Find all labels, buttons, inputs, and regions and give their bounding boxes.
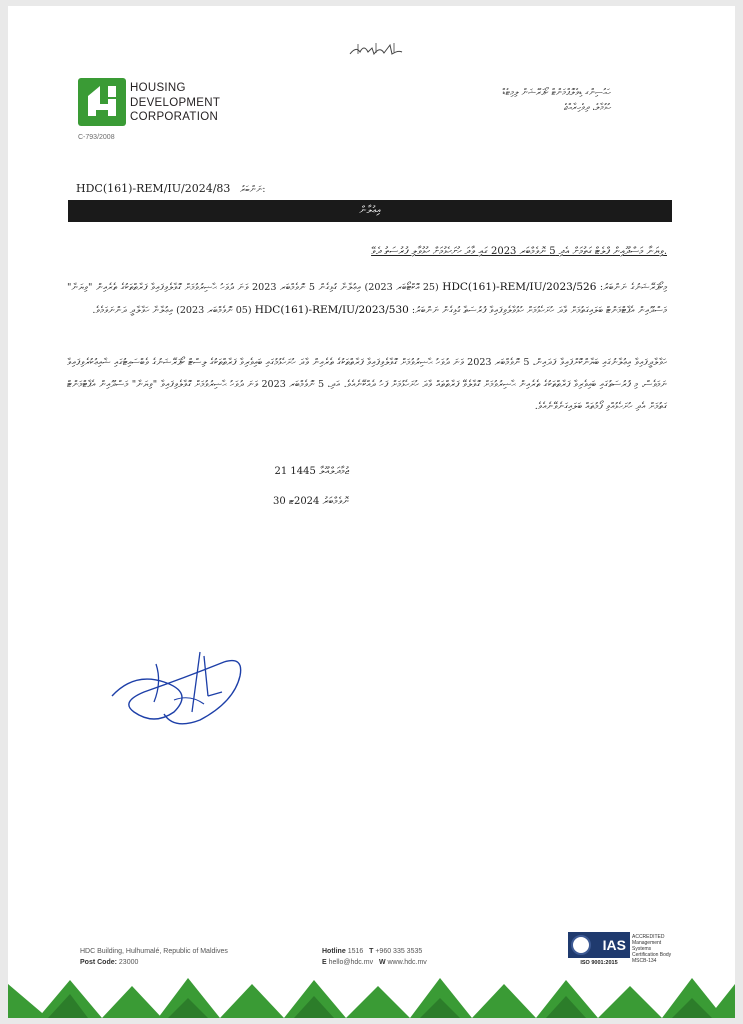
date-gregorian: 30 ނޮވެމްބަރު 2024ޓ	[272, 496, 349, 507]
logo-wordmark	[130, 81, 220, 125]
ias-accreditation-badge	[568, 932, 678, 968]
footer-phones	[322, 946, 427, 957]
footer-postcode	[80, 957, 228, 968]
letter-page	[8, 6, 735, 1018]
ias-text: IAS	[602, 937, 626, 953]
ias-acc-line-1: ACCREDITED	[632, 934, 665, 940]
footer-address-line: HDC Building, Hulhumalé, Republic of Maldives	[80, 948, 228, 955]
para1-mid: (25 އޮކްޓޯބަރ 2023) އިޢުލާނާ ގުޅިގެން 5 ނޮވެމްބަރ 2023 ވަނަ ދުވަހު ޙާޟިރުވުމަށް ގޮވާލެވިފައިވާ ފަރާތްތަކުގެ ތެރެއިން "ވިޔަނާ" މަސްދޫއިން އެޕާޓްމަންޓް ބަލައިގަތުމަށް ވާދަ ހުށަހެޅުމަށް ހުޅުވާލެވިފައިވާ ފުރުސަތާ ގުޅިގެން ނަންބަރު:	[67, 282, 667, 316]
organization-name-dhivehi	[451, 86, 611, 116]
ias-acc-line-4: MSCB-134	[632, 958, 657, 964]
ias-acc-line-3: Certification Body	[632, 952, 672, 958]
footer-decorative-band	[8, 974, 735, 1018]
reference-number: HDC(161)-REM/IU/2024/83	[76, 182, 231, 195]
postcode-label: Post Code:	[80, 959, 117, 966]
web-value[interactable]: www.hdc.mv	[387, 959, 427, 966]
ias-acc-line-2: Management Systems	[632, 940, 662, 952]
notice-title: އިޢުލާން	[359, 205, 381, 216]
logo-line-development: DEVELOPMENT	[130, 96, 221, 109]
hdc-logo	[78, 78, 258, 138]
logo-line-corporation: CORPORATION	[130, 111, 219, 123]
bismillah-calligraphy	[346, 40, 406, 60]
body-paragraph-1	[67, 276, 667, 322]
para1-prefix: މިކޯޕަރޭޝަނުގެ ނަންބަރު:	[599, 282, 667, 293]
ias-accredited-text	[632, 934, 678, 964]
para1-ref-1: HDC(161)-REM/IU/2023/526	[442, 281, 597, 293]
registration-number: C-793/2008	[78, 134, 115, 141]
email-label: E	[322, 959, 327, 966]
ias-logo	[568, 932, 630, 958]
footer-online	[322, 957, 427, 968]
para1-suffix: (05 ނޮވެމްބަރ 2023) އިޢުލާނާ ހަވާލާދީ ދަންނަވަމެވެ.	[92, 305, 252, 316]
body-paragraph-2: ހަވާލާދީފައިވާ އިޢުލާނުގައި ބަޔާންކޮށްފައިވާ ފަދައިން، 5 ނޮވެމްބަރ 2023 ވަނަ ދުވަހު ޙާޟިރުވުމަށް ގޮވާލެވިފައިވާ ފަރާތްތަކުގެ ތެރެއިން ވާދަ ހުށަހެޅުމުގައި ބައިވެރިވާ ފަރާތްތަކުގެ ލިސްޓް ކޯޕަރޭޝަނުގެ ވެބްސައިޓުގައި ޝާއިޢުކުރެވިފައިވާ ނަމަވެސް، މި ފުރުސަތުގައި ބައިވެރިވާ ފަރާތްތަކުގެ ތެރެއިން ޙާޟިރުވުމަށް ގޮވާލެވޭ ފަރާތްތައް ވާދަ ހުށަހެޅުމަށް ފަހު ދެއްކޭނެއެވެ. އަދި، 5 ނޮވެމްބަރ 2023 ވަނަ ދުވަހު ޙާޟިރުވުމަށް ގޮވާލެވިފައިވާ "ވިޔަނާ" މަސްދޫއިން އެޕާޓްމަންޓް ގަތުމަށް އެދި ހުށަހެޅުއްވި ފޯމުތައް ބަލައިގަނެވޭނެއެވެ.	[67, 357, 668, 412]
signature	[104, 642, 254, 732]
date-hijri: 21 ޖުމާދަލްއޫލާ 1445	[274, 466, 349, 477]
hotline-value: 1516	[347, 948, 364, 955]
footer-contact	[322, 946, 427, 968]
telephone-value: +960 335 3535	[375, 948, 423, 955]
email-value[interactable]: hello@hdc.mv	[328, 959, 374, 966]
hdc-logo-icon	[78, 78, 126, 126]
notice-title-bar	[68, 200, 672, 222]
para1-ref-2: HDC(161)-REM/IU/2023/530	[254, 304, 409, 316]
hotline-label: Hotline	[322, 948, 346, 955]
org-dv-line-2: ހުޅުމާލެ، ދިވެހިރާއްޖެ	[563, 103, 611, 113]
reference-line	[76, 182, 276, 195]
reference-label: ނަންބަރު:	[239, 185, 266, 195]
footer-address	[80, 946, 228, 968]
globe-icon	[571, 935, 591, 955]
telephone-label: T	[369, 948, 374, 955]
logo-line-housing: HOUSING	[130, 82, 186, 94]
iso-certification: ISO 9001:2015	[580, 960, 618, 966]
web-label: W	[378, 959, 386, 966]
org-dv-line-1: ހައުސިންގ ޑިވެލޮޕްމަންޓް ކޯޕަރޭޝަން ލިމިޓެޑް	[502, 88, 611, 98]
notice-subject: ވިޔަނާ މަސްދޫއިން ފްލެޓް ގަތުމަށް އެދި 5 ނޮވެމްބަރ 2023 ގައި ވާދަ ހުށަހެޅުމަށް ހުޅުވާލި ފުރުސަތު ދެވޭ.	[371, 246, 667, 257]
postcode-value: 23000	[118, 959, 139, 966]
